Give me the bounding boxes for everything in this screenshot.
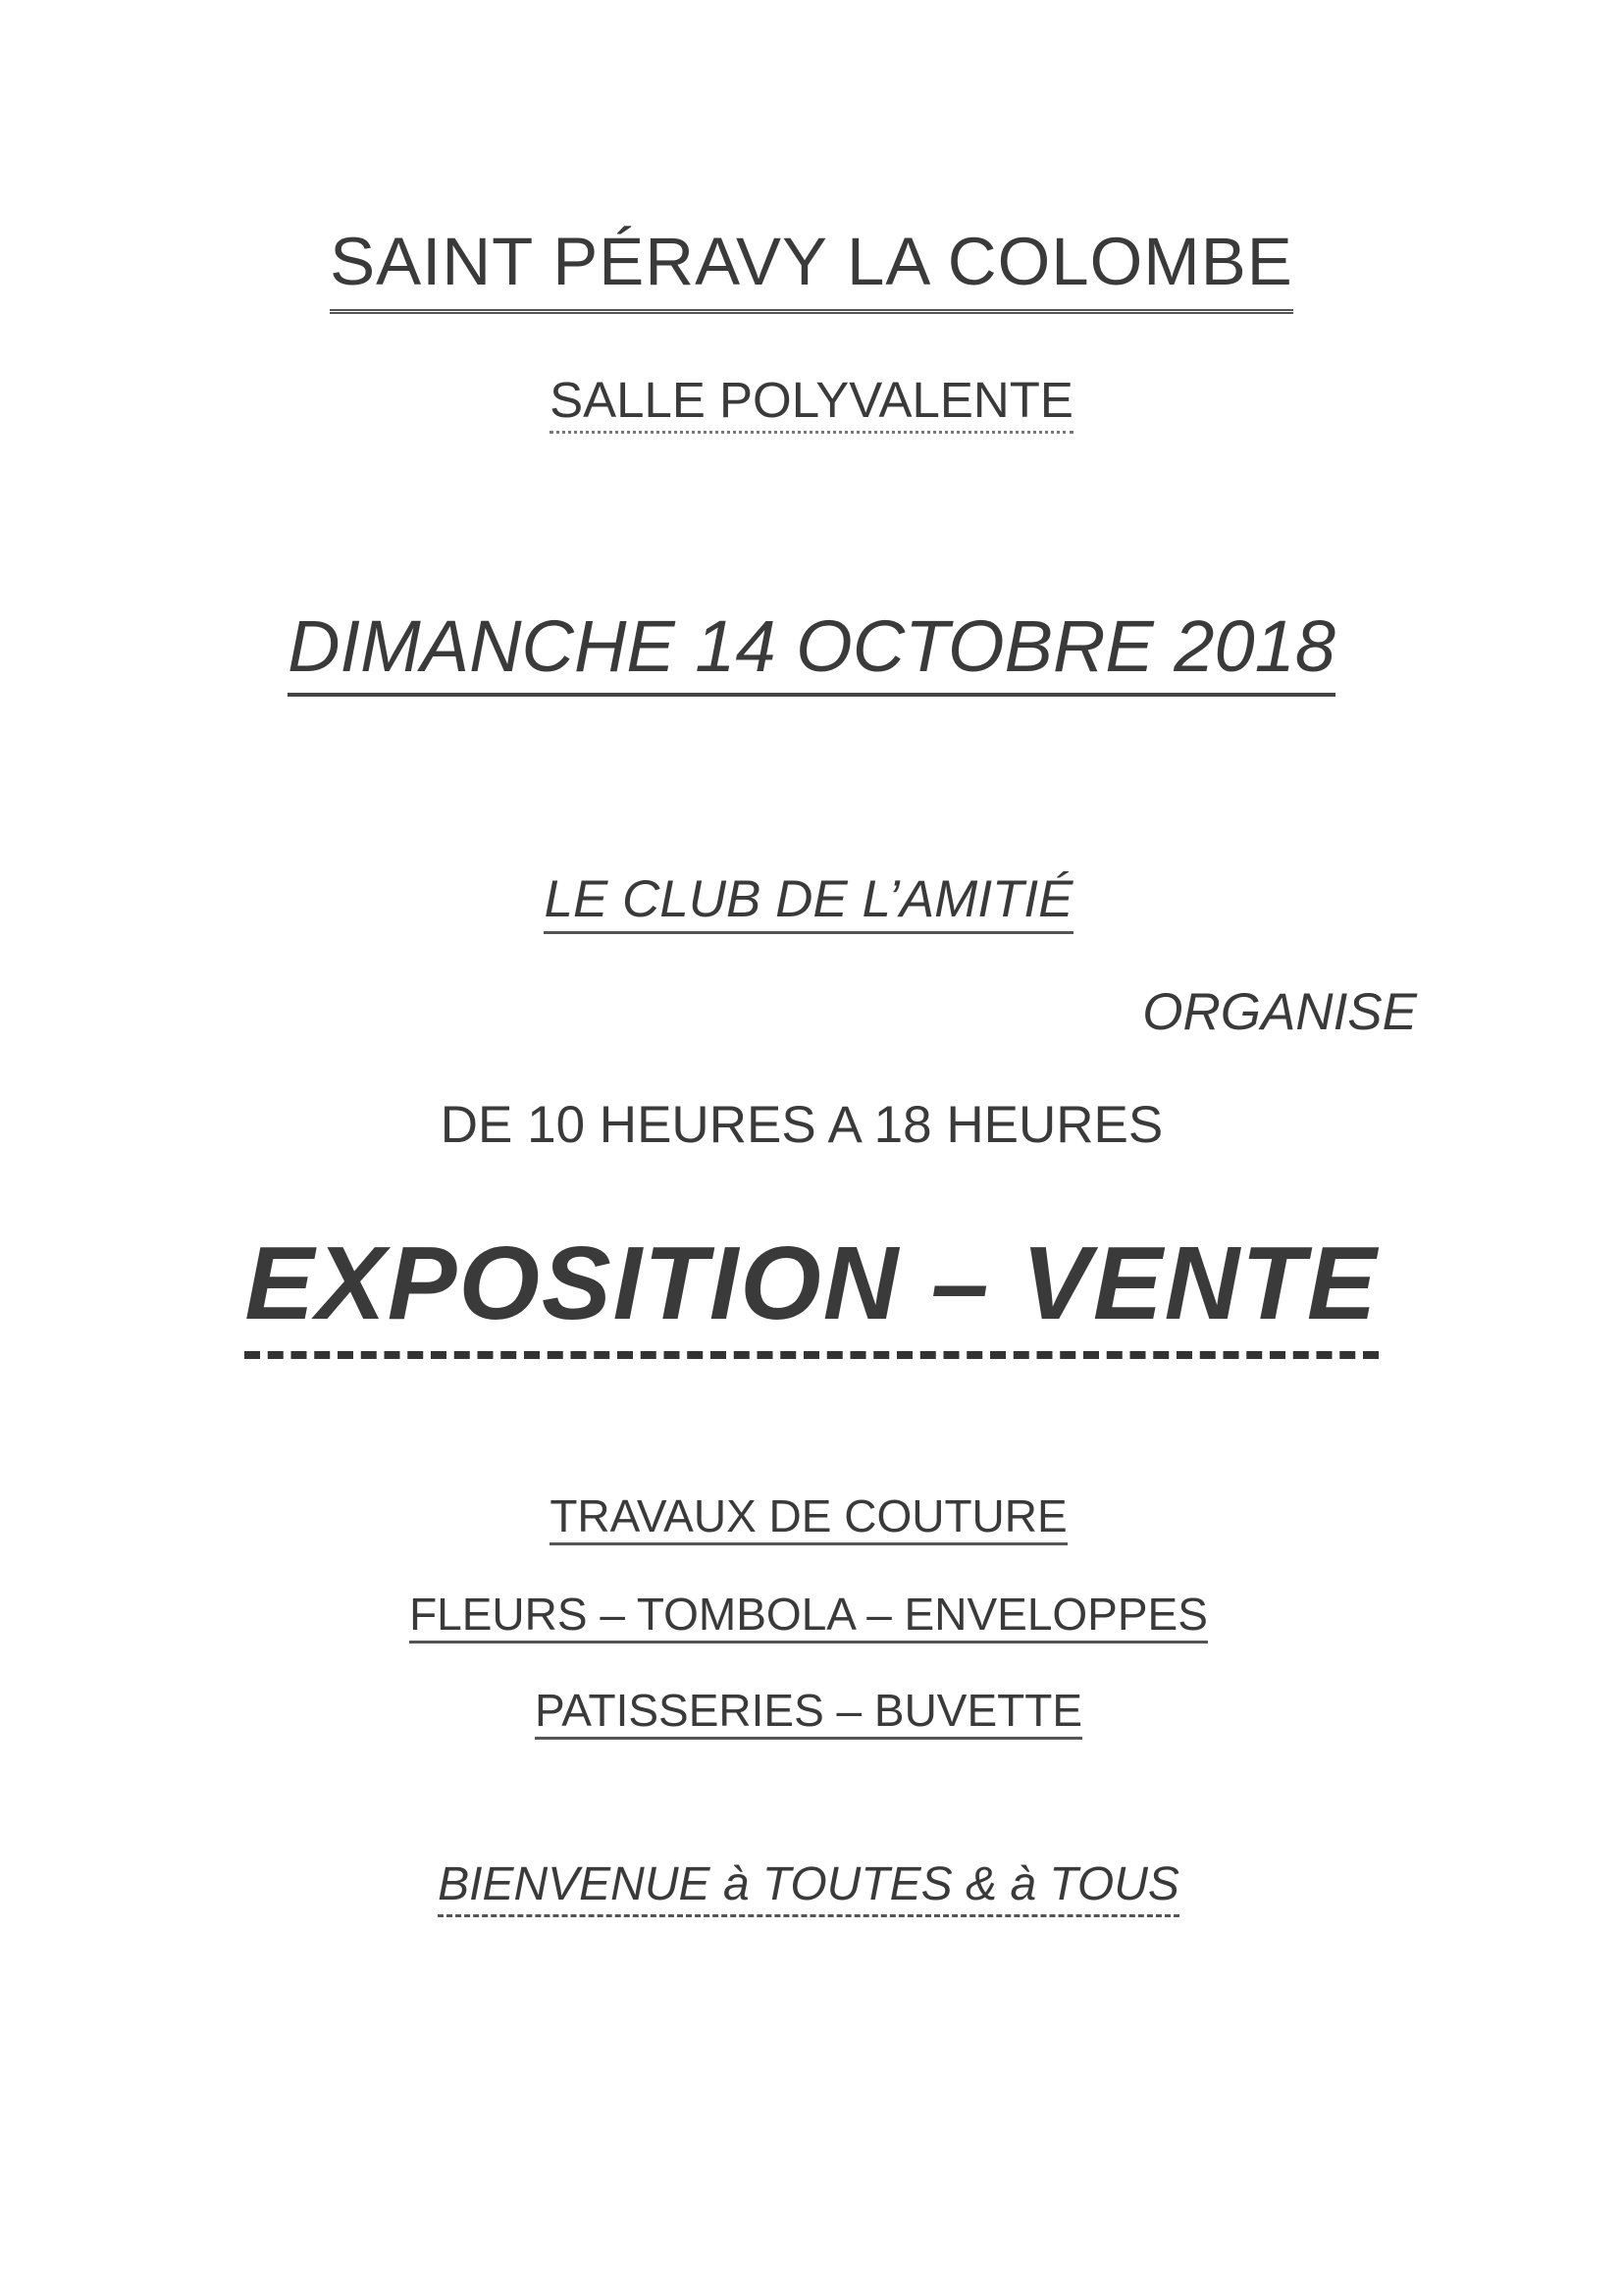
event-headline-text: EXPOSITION – VENTE (244, 1231, 1378, 1359)
event-headline (0, 1226, 1623, 1359)
activity-item-text: TRAVAUX DE COUTURE (550, 1493, 1067, 1545)
welcome-message-text: BIENVENUE à TOUTES & à TOUS (438, 1861, 1179, 1917)
activity-item-text: FLEURS – TOMBOLA – ENVELOPPES (409, 1592, 1208, 1644)
activity-item (0, 1685, 1620, 1740)
venue-subtitle (0, 372, 1623, 434)
activity-item (0, 1490, 1620, 1545)
event-date (0, 605, 1623, 697)
event-hours (0, 1096, 1613, 1154)
activity-item-text: PATISSERIES – BUVETTE (535, 1688, 1082, 1740)
town-title (0, 224, 1623, 314)
event-date-text: DIMANCHE 14 OCTOBRE 2018 (288, 610, 1335, 697)
activity-item (0, 1589, 1620, 1644)
organizer-name (0, 870, 1620, 934)
event-hours-text: DE 10 HEURES A 18 HEURES (440, 1096, 1164, 1154)
welcome-message (0, 1858, 1620, 1917)
town-title-text: SAINT PÉRAVY LA COLOMBE (330, 228, 1293, 314)
organise-label-text: ORGANISE (1142, 983, 1417, 1041)
venue-subtitle-text: SALLE POLYVALENTE (550, 375, 1073, 434)
organise-label (1142, 983, 1417, 1041)
organizer-name-text: LE CLUB DE L’AMITIÉ (544, 873, 1073, 934)
